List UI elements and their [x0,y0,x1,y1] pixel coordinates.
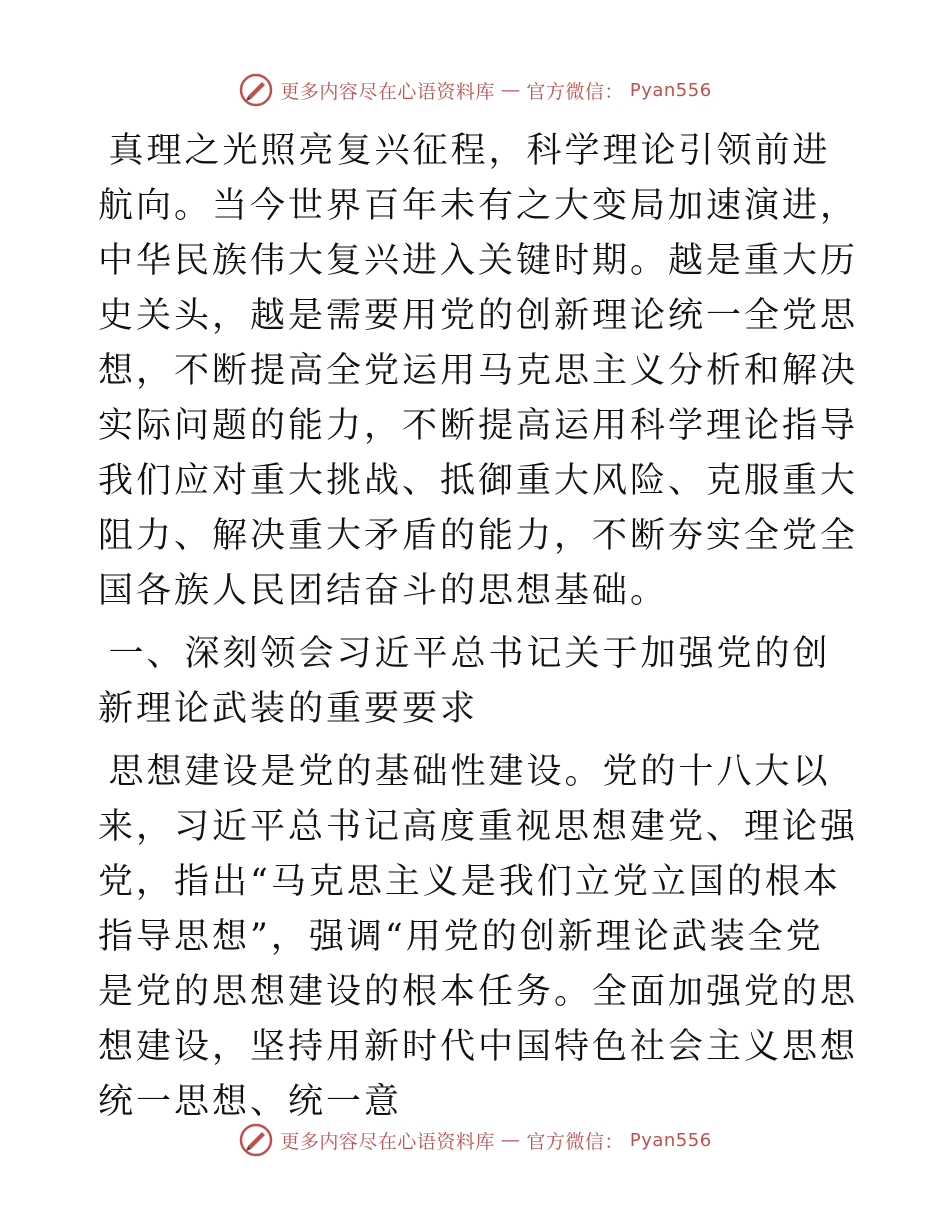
watermark-logo-group [238,72,274,108]
pen-circle-icon [238,72,274,108]
watermark-separator: — [500,79,521,101]
watermark-brand-text: 更多内容尽在心语资料库 [280,80,495,103]
document-paragraph: 思想建设是党的基础性建设。党的十八大以来，习近平总书记高度重视思想建党、理论强党，指出“马克思主义是我们立党立国的根本指导思想”，强调“用党的创新理论武装全党是党的思想建设的根本任务。全面加强党的思想建设，坚持用新时代中国特色社会主义思想统一思想、统一意 [98,752,859,1122]
watermark-contact-label: 官方微信： [526,1130,624,1153]
header-watermark [0,70,950,110]
watermark-logo-group [238,1122,274,1158]
watermark-contact-id: Pyan556 [629,1129,712,1151]
document-body [98,124,858,1130]
document-paragraph: 真理之光照亮复兴征程，科学理论引领前进航向。当今世界百年未有之大变局加速演进，中华民族伟大复兴进入关键时期。越是重大历史关头，越是需要用党的创新理论统一全党思想，不断提高全党运用马克思主义分析和解决实际问题的能力，不断提高运用科学理论指导我们应对重大挑战、抵御重大风险、克服重大阻力、解决重大矛盾的能力，不断夯实全党全国各族人民团结奋斗的思想基础。 [98,131,859,611]
footer-watermark [0,1120,950,1160]
section-heading: 一、深刻领会习近平总书记关于加强党的创新理论武装的重要要求 [98,634,831,729]
pen-circle-icon [238,1122,274,1158]
watermark-contact-id: Pyan556 [629,79,712,101]
watermark-brand-text: 更多内容尽在心语资料库 [280,1130,495,1153]
watermark-separator: — [500,1129,521,1151]
watermark-contact-label: 官方微信： [526,80,624,103]
